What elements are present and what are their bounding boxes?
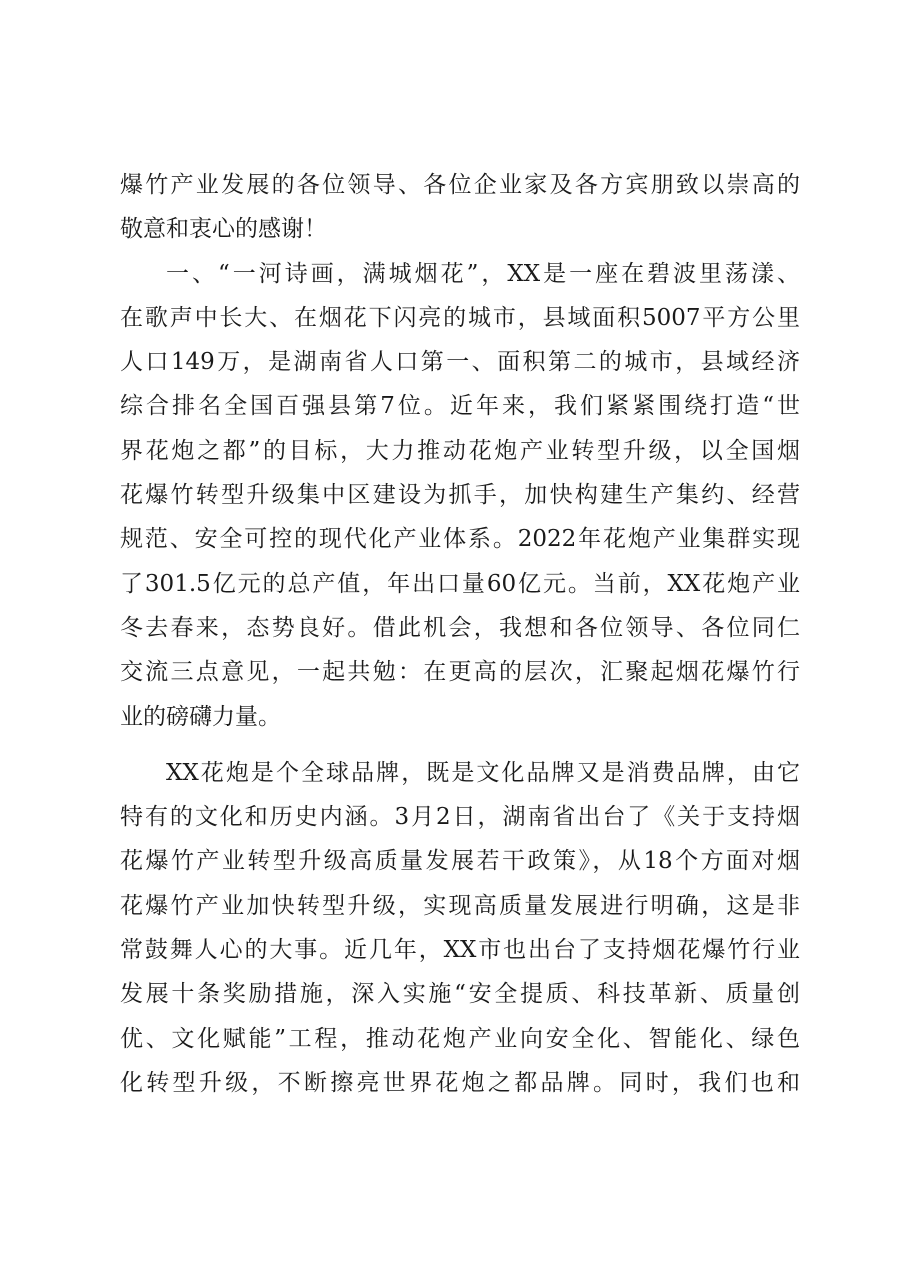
section-heading-line: 一、“一河诗画，满城烟花”，XX是一座在碧波里荡漾、 <box>166 260 800 287</box>
text-line-4: 在歌声中长大、在烟花下闪亮的城市，县域面积5007平方公里 <box>120 304 800 331</box>
paragraph-gap <box>120 739 800 751</box>
text-line-1: 爆竹产业发展的各位领导、各位企业家及各方宾朋致以崇高的 <box>120 172 800 198</box>
text-line-11: 冬去春来，态势良好。借此机会，我想和各位领导、各位同仁 <box>120 614 800 641</box>
text-line-7: 界花炮之都”的目标，大力推动花炮产业转型升级，以全国烟 <box>120 437 800 464</box>
text-line-20: 优、文化赋能”工程，推动花炮产业向安全化、智能化、绿色 <box>120 1025 800 1052</box>
text-line-6: 综合排名全国百强县第7位。近年来，我们紧紧围绕打造“世 <box>120 393 800 420</box>
text-line-18: 常鼓舞人心的大事。近几年，XX市也出台了支持烟花爆竹行业 <box>120 937 800 964</box>
text-line-17: 花爆竹产业加快转型升级，实现高质量发展进行明确，这是非 <box>120 892 800 919</box>
text-line-19: 发展十条奖励措施，深入实施“安全提质、科技革新、质量创 <box>120 981 800 1008</box>
text-line-15: 特有的文化和历史内涵。3月2日，湖南省出台了《关于支持烟 <box>120 804 800 831</box>
text-line-2: 敬意和衷心的感谢！ <box>120 216 327 243</box>
text-line-9: 规范、安全可控的现代化产业体系。2022年花炮产业集群实现 <box>120 526 800 553</box>
text-line-16: 花爆竹产业转型升级高质量发展若干政策》，从18个方面对烟 <box>120 848 800 875</box>
text-line-12: 交流三点意见，一起共勉：在更高的层次，汇聚起烟花爆竹行 <box>120 659 800 686</box>
text-line-14: XX花炮是个全球品牌，既是文化品牌又是消费品牌，由它 <box>166 759 800 786</box>
document-body <box>120 163 800 1105</box>
text-line-13: 业的磅礴力量。 <box>120 703 281 730</box>
text-line-8: 花爆竹转型升级集中区建设为抓手，加快构建生产集约、经营 <box>120 482 800 509</box>
text-line-10: 了301.5亿元的总产值，年出口量60亿元。当前，XX花炮产业 <box>120 570 800 597</box>
text-line-21: 化转型升级，不断擦亮世界花炮之都品牌。同时，我们也和 <box>120 1069 800 1096</box>
text-line-5: 人口149万，是湖南省人口第一、面积第二的城市，县域经济 <box>120 349 800 376</box>
